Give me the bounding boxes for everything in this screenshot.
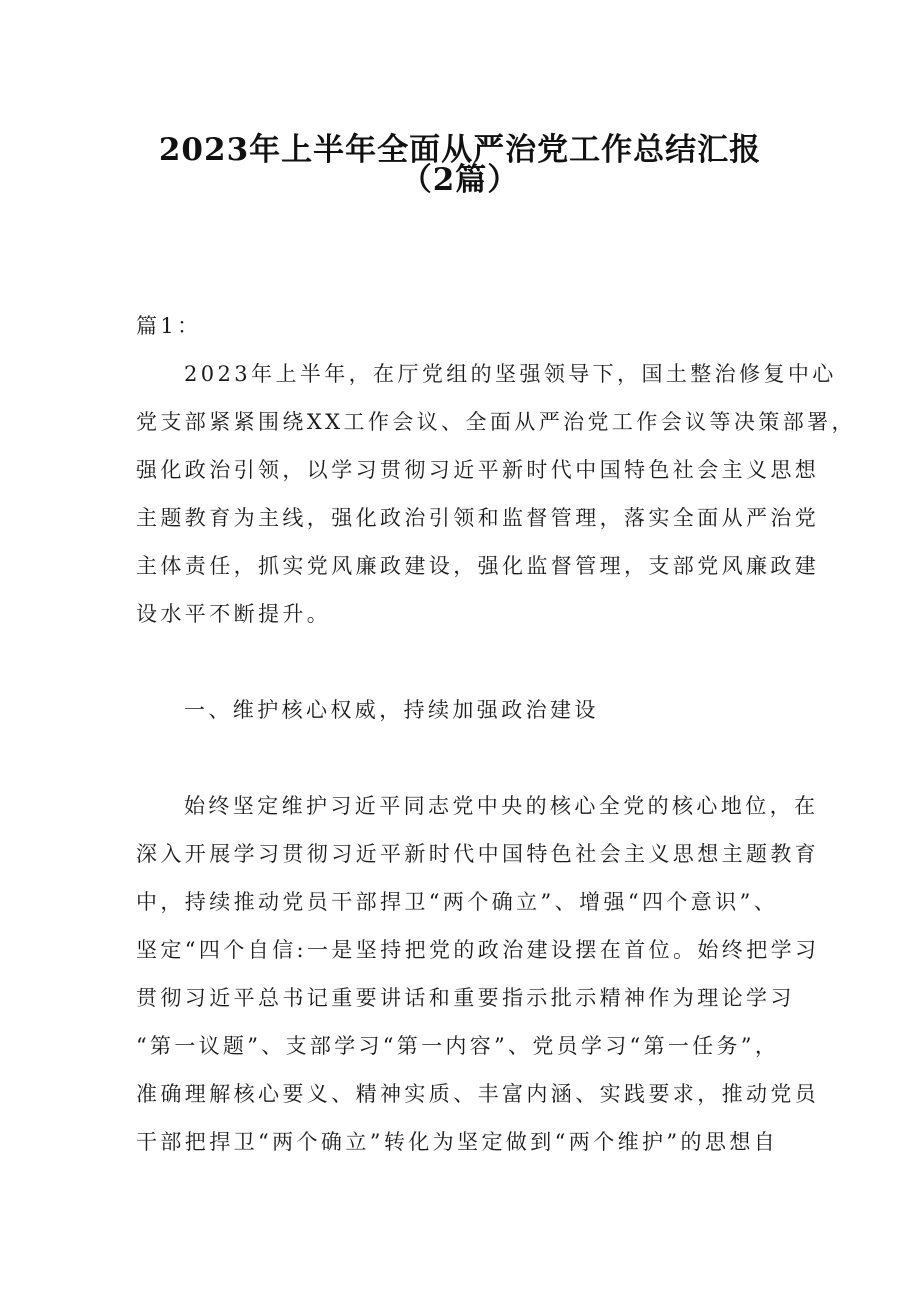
section-heading: 一、维护核心权威，持续加强政治建设 xyxy=(184,698,599,722)
paragraph-line: 坚定“四个自信:一是坚持把党的政治建设摆在首位。始终把学习 xyxy=(136,938,820,962)
paragraph-line: 干部把捍卫“两个确立”转化为坚定做到“两个维护”的思想自 xyxy=(136,1130,779,1154)
paragraph-line: 党支部紧紧围绕XX工作会议、全面从严治党工作会议等决策部署， xyxy=(136,410,856,434)
paragraph-line: 强化政治引领，以学习贯彻习近平新时代中国特色社会主义思想 xyxy=(136,458,820,482)
paragraph-line: 贯彻习近平总书记重要讲话和重要指示批示精神作为理论学习 xyxy=(136,986,795,1010)
paragraph-line: 设水平不断提升。 xyxy=(136,602,332,626)
paragraph-line: 中，持续推动党员干部捍卫“两个确立”、增强“四个意识”、 xyxy=(136,890,779,914)
document-title: 2023年上半年全面从严治党工作总结汇报 xyxy=(158,132,762,168)
paragraph-line: “第一议题”、支部学习“第一内容”、党员学习“第一任务”， xyxy=(136,1034,780,1058)
paragraph-line: 主题教育为主线，强化政治引领和监督管理，落实全面从严治党 xyxy=(136,506,820,530)
paragraph-line: 深入开展学习贯彻习近平新时代中国特色社会主义思想主题教育 xyxy=(136,842,820,866)
paragraph-line: 始终坚定维护习近平同志党中央的核心全党的核心地位，在 xyxy=(184,794,819,818)
paragraph-line: 准确理解核心要义、精神实质、丰富内涵、实践要求，推动党员 xyxy=(136,1082,820,1106)
paragraph-line: 主体责任，抓实党风廉政建设，强化监督管理，支部党风廉政建 xyxy=(136,554,820,578)
part-label: 篇1： xyxy=(136,314,202,338)
document-subtitle: （2篇） xyxy=(400,162,520,198)
paragraph-line: 2023年上半年，在厅党组的坚强领导下，国土整治修复中心 xyxy=(184,362,837,386)
